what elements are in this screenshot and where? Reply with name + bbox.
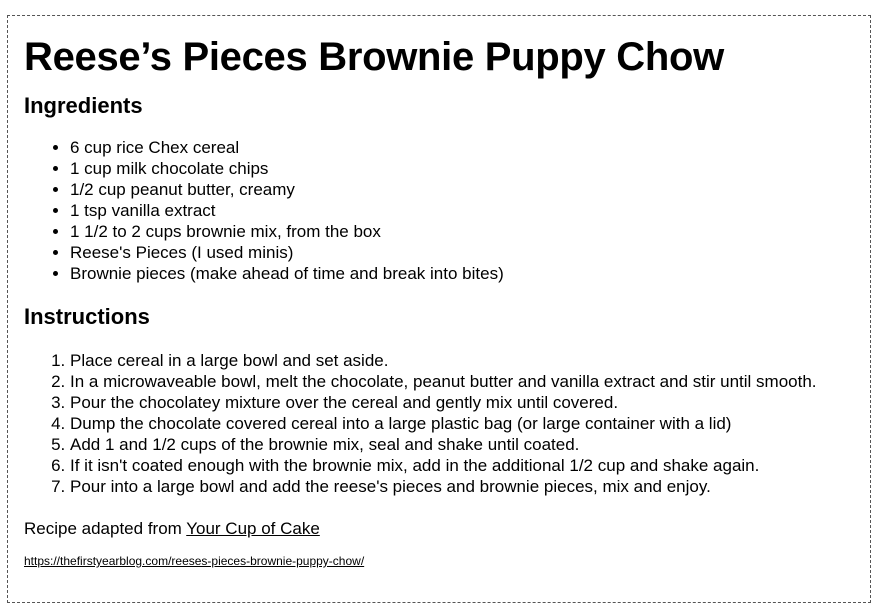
- ingredient-item: • 6 cup rice Chex cereal: [70, 137, 854, 158]
- instruction-step: 1. Place cereal in a large bowl and set aside.: [70, 350, 854, 371]
- ingredient-item: • 1 tsp vanilla extract: [70, 200, 854, 221]
- instruction-step: 6. If it isn't coated enough with the brownie mix, add in the additional 1/2 cup and shake again.: [70, 455, 854, 476]
- source-url-line: [24, 554, 854, 569]
- ingredient-item: • 1/2 cup peanut butter, creamy: [70, 179, 854, 200]
- credit-prefix: Recipe adapted from: [24, 519, 187, 538]
- ingredients-list: [24, 137, 854, 284]
- credit-link[interactable]: Your Cup of Cake: [186, 519, 320, 538]
- ingredient-item: • 1 1/2 to 2 cups brownie mix, from the box: [70, 221, 854, 242]
- ingredient-item: • 1 cup milk chocolate chips: [70, 158, 854, 179]
- instructions-list: [24, 350, 854, 497]
- ingredient-item: • Reese's Pieces (I used minis): [70, 242, 854, 263]
- instruction-step: 5. Add 1 and 1/2 cups of the brownie mix, seal and shake until coated.: [70, 434, 854, 455]
- instruction-step: 4. Dump the chocolate covered cereal into a large plastic bag (or large container with a lid): [70, 413, 854, 434]
- recipe-credit: [24, 518, 854, 539]
- recipe-title: Reese’s Pieces Brownie Puppy Chow: [24, 35, 724, 79]
- instruction-step: 7. Pour into a large bowl and add the reese's pieces and brownie pieces, mix and enjoy.: [70, 476, 854, 497]
- ingredients-heading: Ingredients: [24, 93, 143, 118]
- instruction-step: 2. In a microwaveable bowl, melt the chocolate, peanut butter and vanilla extract and stir until smooth.: [70, 371, 854, 392]
- ingredient-item: • Brownie pieces (make ahead of time and break into bites): [70, 263, 854, 284]
- recipe-card: [7, 15, 871, 603]
- instruction-step: 3. Pour the chocolatey mixture over the cereal and gently mix until covered.: [70, 392, 854, 413]
- source-url-link[interactable]: https://thefirstyearblog.com/reeses-pieces-brownie-puppy-chow/: [24, 554, 365, 568]
- instructions-heading: Instructions: [24, 304, 150, 329]
